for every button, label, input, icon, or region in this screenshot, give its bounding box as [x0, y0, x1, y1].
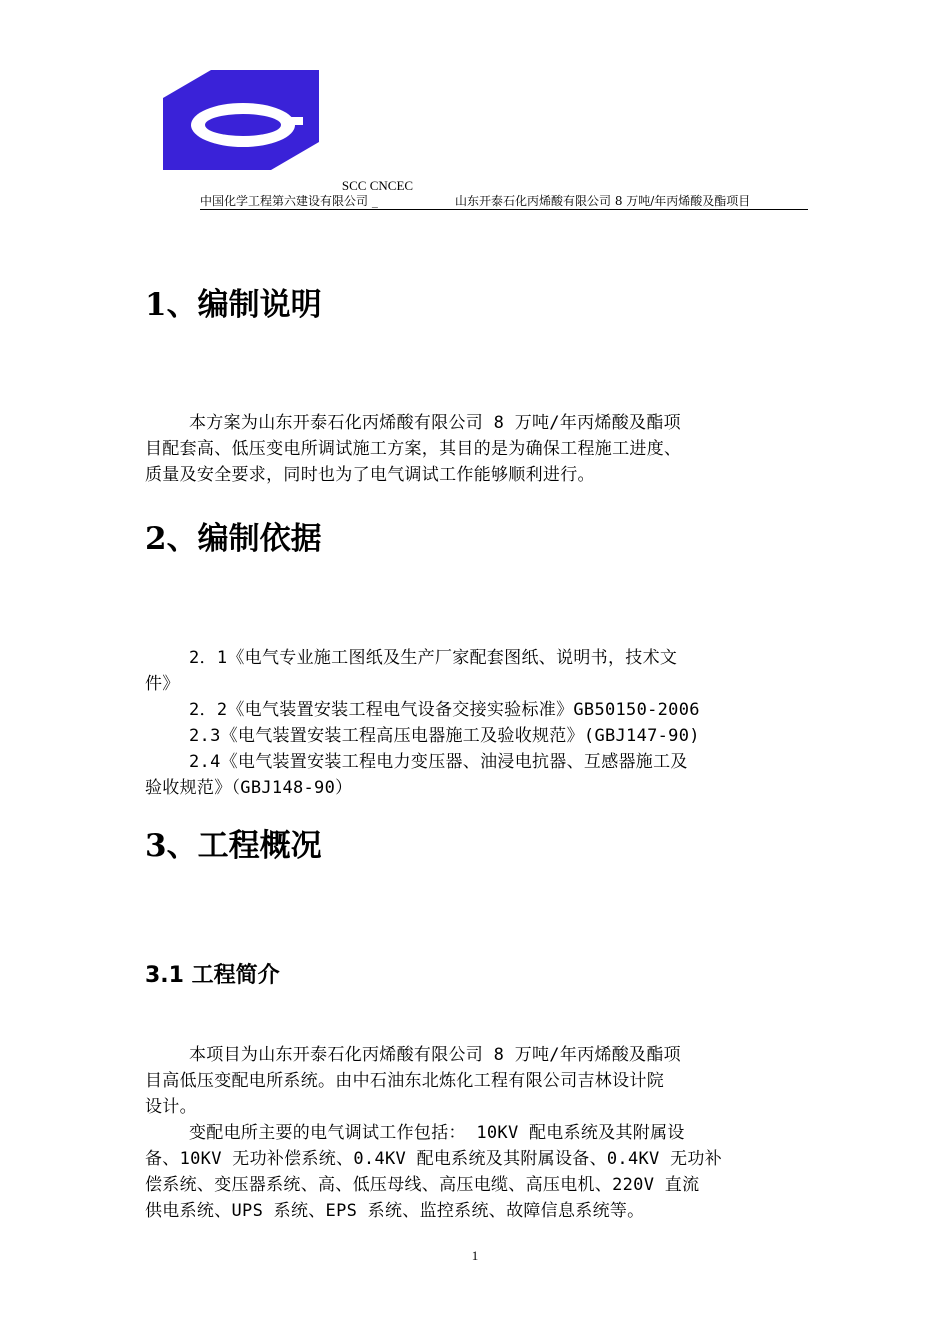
reference-line: 2.4《电气装置安装工程电力变压器、油浸电抗器、互感器施工及	[189, 752, 688, 772]
reference-line: 2．1《电气专业施工图纸及生产厂家配套图纸、说明书，技术文	[189, 648, 678, 668]
reference-line: 2．2《电气装置安装工程电气设备交接实验标准》GB50150-2006	[189, 700, 700, 720]
paragraph-line: 本项目为山东开泰石化丙烯酸有限公司 8 万吨/年丙烯酸及酯项	[189, 1045, 681, 1065]
running-header	[200, 193, 808, 210]
paragraph-line: 供电系统、UPS 系统、EPS 系统、监控系统、故障信息系统等。	[145, 1201, 645, 1221]
paragraph-line: 质量及安全要求，同时也为了电气调试工作能够顺利进行。	[145, 465, 595, 485]
paragraph-line: 变配电所主要的电气调试工作包括： 10KV 配电系统及其附属设	[189, 1123, 685, 1143]
logo-caption: SCC CNCEC	[341, 178, 414, 193]
section-2-title: 2、编制依据	[145, 521, 322, 557]
company-logo	[163, 70, 319, 170]
section-1-title: 1、编制说明	[145, 287, 322, 323]
section-1-body	[145, 410, 810, 488]
logo-gap	[281, 117, 303, 125]
reference-line: 2.3《电气装置安装工程高压电器施工及验收规范》(GBJ147-90)	[189, 726, 700, 746]
paragraph-line: 备、10KV 无功补偿系统、0.4KV 配电系统及其附属设备、0.4KV 无功补	[145, 1149, 722, 1169]
page-number: 1	[471, 1248, 479, 1263]
header-project: 山东开泰石化丙烯酸有限公司 8 万吨/年丙烯酸及酯项目	[455, 194, 751, 208]
reference-line: 验收规范》（GBJ148-90）	[145, 778, 353, 798]
paragraph-line: 设计。	[145, 1097, 197, 1117]
section-2-body	[145, 645, 810, 801]
paragraph-line: 目高低压变配电所系统。由中石油东北炼化工程有限公司吉林设计院	[145, 1071, 664, 1091]
section-3-1-title: 3.1 工程简介	[145, 963, 280, 988]
paragraph-line: 偿系统、变压器系统、高、低压母线、高压电缆、高压电机、220V 直流	[145, 1175, 700, 1195]
section-3-title: 3、工程概况	[145, 828, 322, 864]
paragraph-line: 目配套高、低压变电所调试施工方案，其目的是为确保工程施工进度、	[145, 439, 682, 459]
logo-ring-inner	[205, 114, 281, 136]
paragraph-line: 本方案为山东开泰石化丙烯酸有限公司 8 万吨/年丙烯酸及酯项	[189, 413, 681, 433]
header-company: 中国化学工程第六建设有限公司 _	[200, 194, 378, 208]
reference-line: 件》	[145, 674, 180, 694]
section-3-1-body	[145, 1042, 810, 1224]
